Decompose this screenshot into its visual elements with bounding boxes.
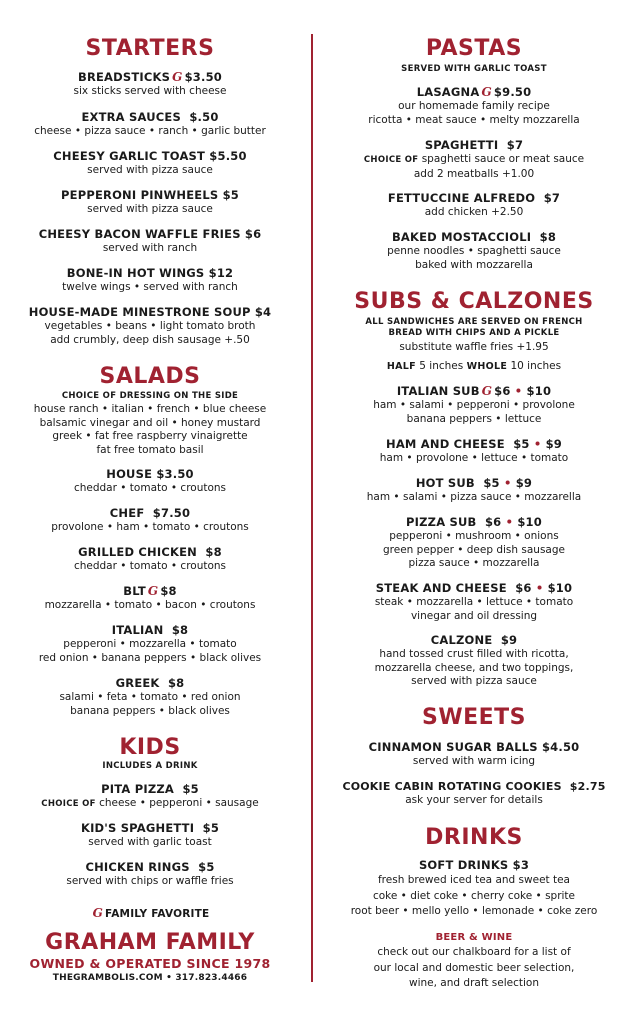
whole-price: $10 <box>517 515 542 529</box>
item-description: vegetables • beans • light tomato broth <box>44 320 256 332</box>
item-description: six sticks served with cheese <box>73 85 227 97</box>
dressing-line: greek • fat free raspberry vinaigrette <box>52 430 248 442</box>
item-name: FETTUCCINE ALFREDO <box>387 191 536 205</box>
item-description: banana peppers • lettuce <box>406 412 542 425</box>
size-legend <box>326 360 622 374</box>
price-separator-dot: • <box>533 437 542 451</box>
item-description: add chicken +2.50 <box>424 206 524 218</box>
item-description: pizza sauce • mozzarella <box>408 557 540 569</box>
item-description: served with garlic toast <box>88 836 212 848</box>
family-favorite-icon: G <box>481 384 493 398</box>
item-name: COOKIE CABIN ROTATING COOKIES <box>342 780 562 793</box>
item-description: steak • mozzarella • lettuce • tomato <box>374 596 574 608</box>
brand-block <box>0 930 300 985</box>
half-size: 5 inches <box>419 360 464 372</box>
item-name: HOUSE <box>106 467 153 481</box>
starters-heading: STARTERS <box>85 36 215 61</box>
item-description: twelve wings • served with ranch <box>62 281 238 293</box>
half-price: $6 <box>515 581 532 595</box>
subs-note: ALL SANDWICHES ARE SERVED ON FRENCH <box>365 317 583 327</box>
item-price: $7 <box>506 138 524 152</box>
item-price: $6 <box>244 227 262 241</box>
item-name: CINNAMON SUGAR BALLS <box>368 740 538 754</box>
item-name: KID'S SPAGHETTI <box>80 821 195 835</box>
item-description: add crumbly, deep dish sausage +.50 <box>50 333 250 346</box>
menu-item <box>326 740 622 769</box>
drinks-heading: DRINKS <box>425 825 523 850</box>
item-description: green pepper • deep dish sausage <box>383 543 565 556</box>
menu-item <box>0 860 300 889</box>
menu-item <box>326 384 622 426</box>
item-description: cheese • pizza sauce • ranch • garlic butter <box>34 125 266 137</box>
item-name: HOUSE-MADE MINESTRONE SOUP <box>28 305 251 319</box>
item-name: CHEESY GARLIC TOAST <box>53 149 206 163</box>
item-name: GREEK <box>115 676 160 690</box>
item-description: wine, and draft selection <box>409 977 539 989</box>
menu-item <box>326 85 622 127</box>
menu-item <box>326 515 622 571</box>
item-name: PEPPERONI PINWHEELS <box>61 188 219 202</box>
menu-item <box>326 138 622 181</box>
item-description: vinegar and oil dressing <box>410 609 538 622</box>
menu-item <box>0 782 300 812</box>
item-price: $5 <box>222 188 239 202</box>
dressing-line: balsamic vinegar and oil • honey mustard <box>39 416 261 429</box>
price-separator-dot: • <box>505 515 514 529</box>
whole-price: $10 <box>547 581 573 595</box>
item-description: check out our chalkboard for a list of <box>377 946 571 958</box>
item-description: served with pizza sauce <box>87 164 213 176</box>
item-name: BREADSTICKS <box>77 70 171 84</box>
item-description: served with warm icing <box>412 755 536 767</box>
item-name: SPAGHETTI <box>424 138 499 152</box>
item-description: hand tossed crust filled with ricotta, <box>379 648 569 660</box>
menu-item <box>326 191 622 220</box>
item-description: served with chips or waffle fries <box>66 875 234 887</box>
item-price: $3.50 <box>184 70 222 84</box>
item-price: $5 <box>182 782 199 796</box>
item-description: cheese • pepperoni • sausage <box>99 797 259 809</box>
salads-note: CHOICE OF DRESSING ON THE SIDE <box>61 391 239 401</box>
item-price: $9 <box>500 633 518 647</box>
item-description: fresh brewed iced tea and sweet tea <box>377 874 570 886</box>
legend-label: FAMILY FAVORITE <box>105 908 210 920</box>
item-description: served with ranch <box>102 242 198 254</box>
menu-item <box>0 584 300 613</box>
menu-item <box>0 70 300 99</box>
item-description: banana peppers • black olives <box>70 704 230 717</box>
item-description: our local and domestic beer selection, <box>373 961 575 974</box>
favorite-legend <box>0 906 300 922</box>
beer-wine-block <box>326 930 622 992</box>
family-favorite-icon: G <box>147 584 159 598</box>
brand-contact: THEGRAMBOLIS.COM • 317.823.4466 <box>52 973 248 983</box>
kids-note: INCLUDES A DRINK <box>102 761 198 771</box>
item-description: ham • provolone • lettuce • tomato <box>379 452 569 464</box>
item-description: substitute waffle fries +1.95 <box>399 341 549 353</box>
item-name: HOT SUB <box>415 476 475 490</box>
pastas-note: SERVED WITH GARLIC TOAST <box>401 64 547 74</box>
item-name: PITA PIZZA <box>101 782 175 796</box>
whole-price: $9 <box>545 437 562 451</box>
pastas-heading: PASTAS <box>425 36 523 61</box>
item-name: GRILLED CHICKEN <box>78 545 197 559</box>
item-description: provolone • ham • tomato • croutons <box>51 521 249 533</box>
subs-note: BREAD WITH CHIPS AND A PICKLE <box>388 328 560 338</box>
item-description: served with pizza sauce <box>87 203 213 215</box>
item-description: pepperoni • mushroom • onions <box>389 530 559 542</box>
item-description: ricotta • meat sauce • melty mozzarella <box>368 113 580 126</box>
item-name: CHEF <box>109 506 145 520</box>
half-price: $6 <box>484 515 502 529</box>
item-price: $5 <box>198 860 215 874</box>
menu-item <box>0 149 300 178</box>
menu-item <box>0 266 300 295</box>
item-price: $9.50 <box>493 85 532 99</box>
item-description: mozzarella cheese, and two toppings, <box>374 661 574 674</box>
item-description: add 2 meatballs +1.00 <box>413 167 535 180</box>
half-price: $5 <box>513 437 530 451</box>
price-separator-dot: • <box>535 581 544 595</box>
item-description: ham • salami • pepperoni • provolone <box>373 399 575 411</box>
item-description: baked with mozzarella <box>415 258 533 271</box>
item-name: CHEESY BACON WAFFLE FRIES <box>38 227 241 241</box>
menu-item <box>0 305 300 347</box>
family-favorite-icon: G <box>172 70 183 84</box>
item-description: coke • diet coke • cherry coke • sprite <box>372 889 576 902</box>
menu-item <box>326 437 622 466</box>
item-name: HAM AND CHEESE <box>386 437 505 451</box>
item-name: SOFT DRINKS <box>418 858 509 872</box>
item-name: BAKED MOSTACCIOLI <box>391 230 532 244</box>
dressing-line: house ranch • italian • french • blue cheese <box>33 403 267 415</box>
item-description: red onion • banana peppers • black olives <box>38 651 262 664</box>
menu-item <box>326 230 622 272</box>
item-description: mozzarella • tomato • bacon • croutons <box>44 599 256 611</box>
item-price: $.50 <box>189 110 219 124</box>
item-price: $4 <box>254 305 272 319</box>
price-separator-dot: • <box>514 384 523 398</box>
item-price: $4.50 <box>541 740 580 754</box>
dressing-line: fat free tomato basil <box>96 443 204 456</box>
item-price: $3.50 <box>156 467 194 481</box>
item-price: $7 <box>543 191 561 205</box>
item-name: PIZZA SUB <box>406 515 477 529</box>
item-description: pepperoni • mozzarella • tomato <box>63 638 237 650</box>
item-price: $2.75 <box>569 780 606 793</box>
menu-item <box>326 633 622 689</box>
menu-item <box>326 476 622 505</box>
brand-tagline: OWNED & OPERATED SINCE 1978 <box>29 956 271 971</box>
item-description: spaghetti sauce or meat sauce <box>421 153 585 165</box>
item-description: cheddar • tomato • croutons <box>73 560 227 572</box>
menu-item <box>326 858 622 920</box>
whole-label: WHOLE <box>466 361 508 372</box>
item-name: STEAK AND CHEESE <box>375 581 507 595</box>
whole-price: $9 <box>515 476 533 490</box>
kids-heading: KIDS <box>119 735 181 760</box>
item-name: LASAGNA <box>416 85 480 99</box>
item-price: $5 <box>202 821 220 835</box>
item-price: $5.50 <box>209 149 247 163</box>
item-description: root beer • mello yello • lemonade • coke zero <box>350 905 598 917</box>
item-name: CALZONE <box>430 633 493 647</box>
item-description: salami • feta • tomato • red onion <box>59 691 241 703</box>
item-name: ITALIAN <box>111 623 164 637</box>
item-description: penne noodles • spaghetti sauce <box>387 245 561 257</box>
item-price: $8 <box>171 623 189 637</box>
choice-label: CHOICE OF <box>363 155 419 165</box>
item-description: ask your server for details <box>405 794 543 806</box>
item-name: BONE-IN HOT WINGS <box>66 266 205 280</box>
brand-name: GRAHAM FAMILY <box>45 930 255 955</box>
menu-item <box>0 623 300 665</box>
item-name: EXTRA SAUCES <box>81 110 181 124</box>
half-price: $5 <box>483 476 500 490</box>
sweets-heading: SWEETS <box>421 705 527 730</box>
menu-item <box>0 227 300 256</box>
menu-item <box>0 110 300 139</box>
whole-price: $10 <box>526 384 552 398</box>
item-description: ham • salami • pizza sauce • mozzarella <box>366 491 582 503</box>
item-price: $8 <box>539 230 557 244</box>
menu-item <box>326 581 622 623</box>
menu-item <box>0 188 300 217</box>
item-price: $8 <box>167 676 185 690</box>
menu-item <box>0 676 300 718</box>
salads-heading: SALADS <box>99 364 201 389</box>
item-name: CHICKEN RINGS <box>85 860 190 874</box>
half-price: $6 <box>494 384 511 398</box>
item-name: ITALIAN SUB <box>396 384 480 398</box>
menu-item <box>0 506 300 535</box>
subs-heading: SUBS & CALZONES <box>354 289 594 314</box>
menu-item <box>0 821 300 850</box>
family-favorite-icon: G <box>481 85 492 99</box>
item-price: $8 <box>205 545 222 559</box>
item-price: $8 <box>160 584 177 598</box>
item-price: $3 <box>512 858 530 872</box>
item-description: our homemade family recipe <box>398 100 550 112</box>
item-description: served with pizza sauce <box>411 675 537 687</box>
dressing-list <box>0 403 300 457</box>
item-price: $12 <box>208 266 234 280</box>
menu-item <box>0 545 300 574</box>
half-label: HALF <box>386 361 416 372</box>
item-description: cheddar • tomato • croutons <box>73 482 227 494</box>
item-price: $7.50 <box>152 506 191 520</box>
menu-item <box>326 779 622 808</box>
column-divider <box>311 34 313 982</box>
choice-label: CHOICE OF <box>41 799 96 809</box>
beer-wine-title: BEER & WINE <box>435 932 513 943</box>
whole-size: 10 inches <box>510 360 562 372</box>
item-name: BLT <box>123 584 146 598</box>
price-separator-dot: • <box>503 476 512 490</box>
sub-fries-note <box>326 341 622 355</box>
family-favorite-icon: G <box>92 906 104 920</box>
menu-item <box>0 467 300 496</box>
